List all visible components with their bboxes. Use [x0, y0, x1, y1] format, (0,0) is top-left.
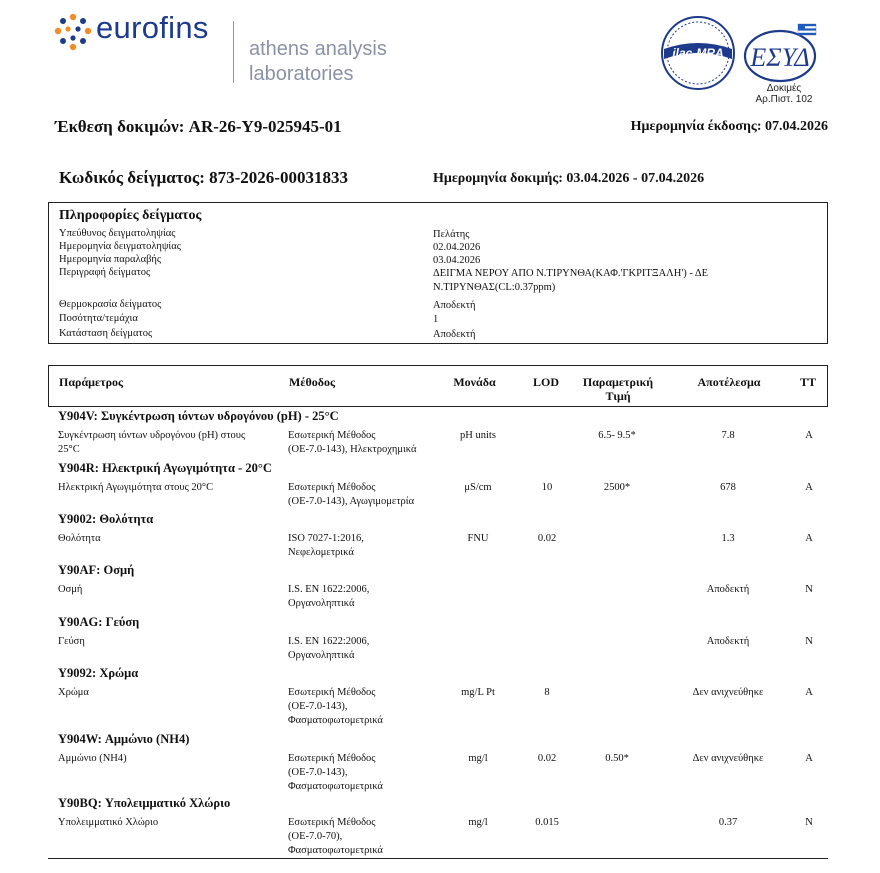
cell-tt: N	[805, 584, 813, 595]
cell-unit: mg/L Pt	[461, 687, 495, 698]
bottom-rule	[48, 858, 828, 859]
logo-divider	[233, 21, 234, 83]
cell-parameter: Θολότητα	[58, 533, 101, 544]
cell-method: I.S. EN 1622:2006,	[288, 584, 370, 595]
brand-subtitle-line2: laboratories	[249, 63, 354, 85]
cell-unit: mg/l	[468, 817, 488, 828]
cell-result: 7.8	[721, 430, 735, 441]
cell-parameter: Ηλεκτρική Αγωγιμότητα στους 20°C	[58, 482, 214, 493]
cell-method: Εσωτερική Μέθοδος	[288, 482, 376, 493]
cell-unit: FNU	[467, 533, 489, 544]
cell-tt: A	[805, 430, 813, 441]
section-title: Y90BQ: Υπολειμματικό Χλώριο	[58, 796, 231, 810]
info-key: Ημερομηνία παραλαβής	[59, 254, 162, 265]
svg-text:ilac-MRA: ilac-MRA	[672, 46, 724, 60]
col-header-unit: Μονάδα	[453, 375, 496, 389]
cell-result: Δεν ανιχνεύθηκε	[692, 753, 764, 764]
brand-subtitle-line1: athens analysis	[249, 38, 387, 60]
cell-method: I.S. EN 1622:2006,	[288, 636, 370, 647]
info-value: 03.04.2026	[433, 255, 481, 266]
eurofins-logo-dots-icon	[54, 13, 92, 51]
issue-date: Ημερομηνία έκδοσης: 07.04.2026	[630, 119, 828, 134]
cell-method-line3: Φασματοφωτομετρικά	[288, 781, 383, 792]
cell-method-line2: (ΟΕ-7.0-143),	[288, 701, 348, 712]
cell-parameter: Χρώμα	[58, 687, 89, 698]
cell-result: 678	[720, 482, 736, 493]
esyd-caption-cert-number: Αρ.Πιστ. 102	[755, 94, 813, 105]
cell-method-line2: Νεφελομετρικά	[288, 547, 354, 558]
info-key: Θερμοκρασία δείγματος	[59, 299, 162, 310]
section-title: Y9092: Χρώμα	[58, 666, 139, 680]
cell-method-line2: (ΟΕ-7.0-143),	[288, 767, 348, 778]
col-header-tt: ΤΤ	[799, 375, 816, 389]
cell-lod: 0.015	[535, 817, 559, 828]
cell-tt: N	[805, 817, 813, 828]
cell-method-line2: Οργανοληπτικά	[288, 650, 355, 661]
col-header-limit-line2: Τιμή	[605, 389, 631, 403]
svg-text:ΕΣΥΔ: ΕΣΥΔ	[750, 43, 810, 72]
cell-parameter: Οσμή	[58, 584, 83, 595]
cell-method: Εσωτερική Μέθοδος	[288, 753, 376, 764]
cell-lod: 8	[544, 687, 550, 698]
sample-info-title: Πληροφορίες δείγματος	[59, 208, 202, 223]
info-value: Αποδεκτή	[433, 329, 476, 340]
test-date: Ημερομηνία δοκιμής: 03.04.2026 - 07.04.2026	[433, 171, 705, 186]
info-value: 02.04.2026	[433, 242, 481, 253]
cell-method-line2: (ΟΕ-7.0-70),	[288, 831, 343, 842]
cell-method-line3: Φασματοφωτομετρικά	[288, 715, 383, 726]
cell-parameter: Αμμώνιο (NH4)	[58, 753, 127, 764]
info-value: Αποδεκτή	[433, 300, 476, 311]
info-value: 1	[433, 314, 439, 325]
info-key: Υπεύθυνος δειγματοληψίας	[59, 228, 176, 239]
section-title: Y904R: Ηλεκτρική Αγωγιμότητα - 20°C	[58, 461, 272, 475]
section-title: Y90AF: Οσμή	[58, 563, 135, 577]
ilac-mra-seal-icon	[658, 15, 738, 91]
col-header-parameter: Παράμετρος	[59, 375, 124, 389]
cell-unit: mg/l	[468, 753, 488, 764]
cell-tt: A	[805, 533, 813, 544]
info-key: Κατάσταση δείγματος	[59, 328, 153, 339]
cell-tt: A	[805, 687, 813, 698]
col-header-method: Μέθοδος	[289, 375, 336, 389]
cell-lod: 0.02	[537, 533, 557, 544]
cell-result: 1.3	[721, 533, 735, 544]
brand-name: eurofins	[96, 10, 209, 45]
info-value: Πελάτης	[433, 229, 470, 240]
col-header-lod: LOD	[532, 375, 559, 389]
cell-method-line2: (ΟΕ-7.0-143), Ηλεκτροχημικά	[288, 444, 417, 455]
cell-lod: 0.02	[537, 753, 557, 764]
cell-result: 0.37	[718, 817, 738, 828]
info-key: Ποσότητα/τεμάχια	[59, 313, 138, 324]
cell-unit: μS/cm	[464, 482, 492, 493]
info-key: Ημερομηνία δειγματοληψίας	[59, 241, 181, 252]
cell-tt: A	[805, 482, 813, 493]
report-title: Έκθεση δοκιμών: AR-26-Y9-025945-01	[55, 117, 342, 136]
cell-parameter: Υπολειμματικό Χλώριο	[58, 817, 159, 828]
cell-limit: 0.50*	[605, 753, 629, 764]
cell-method-line3: Φασματοφωτομετρικά	[288, 845, 383, 856]
cell-method: Εσωτερική Μέθοδος	[288, 687, 376, 698]
info-key: Περιγραφή δείγματος	[59, 267, 151, 278]
cell-result: Δεν ανιχνεύθηκε	[692, 687, 764, 698]
cell-method-line2: (ΟΕ-7.0-143), Αγωγιμομετρία	[288, 496, 415, 507]
esyd-caption-tests: Δοκιμές	[766, 83, 802, 94]
section-title: Y904W: Αμμώνιο (NH4)	[58, 732, 190, 746]
cell-result: Αποδεκτή	[706, 584, 750, 595]
info-value: ΔΕΙΓΜΑ ΝΕΡΟΥ ΑΠΟ Ν.ΤΙΡΥΝΘΑ(ΚΑΦ.'ΓΚΡΙΤΞΑΛΗ') - ΔΕ Ν.ΤΙΡΥΝΘΑΣ(CL:0.37ppm)	[433, 268, 709, 293]
section-title: Y9002: Θολότητα	[58, 512, 154, 526]
cell-limit: 6.5- 9.5*	[598, 430, 636, 441]
cell-parameter: Γεύση	[58, 636, 85, 647]
cell-method: ISO 7027-1:2016,	[288, 533, 364, 544]
cell-unit: pH units	[460, 430, 496, 441]
sample-info-box	[48, 202, 828, 344]
cell-tt: A	[805, 753, 813, 764]
cell-limit: 2500*	[603, 482, 631, 493]
section-title: Y904V: Συγκέντρωση ιόντων υδρογόνου (pH) - 25°C	[58, 409, 339, 423]
col-header-result: Αποτέλεσμα	[697, 375, 761, 389]
results-table-header	[48, 365, 828, 407]
cell-parameter-line2: 25°C	[58, 444, 80, 455]
section-title: Y90AG: Γεύση	[58, 615, 140, 629]
cell-lod: 10	[541, 482, 553, 493]
cell-parameter: Συγκέντρωση ιόντων υδρογόνου (pH) στους	[58, 430, 246, 441]
cell-result: Αποδεκτή	[706, 636, 750, 647]
esyd-accreditation-logo-icon	[742, 22, 822, 84]
cell-tt: N	[805, 636, 813, 647]
cell-method: Εσωτερική Μέθοδος	[288, 817, 376, 828]
col-header-limit-line1: Παραμετρική	[582, 375, 654, 389]
cell-method-line2: Οργανοληπτικά	[288, 598, 355, 609]
sample-code: Κωδικός δείγματος: 873-2026-00031833	[59, 168, 348, 187]
cell-method: Εσωτερική Μέθοδος	[288, 430, 376, 441]
